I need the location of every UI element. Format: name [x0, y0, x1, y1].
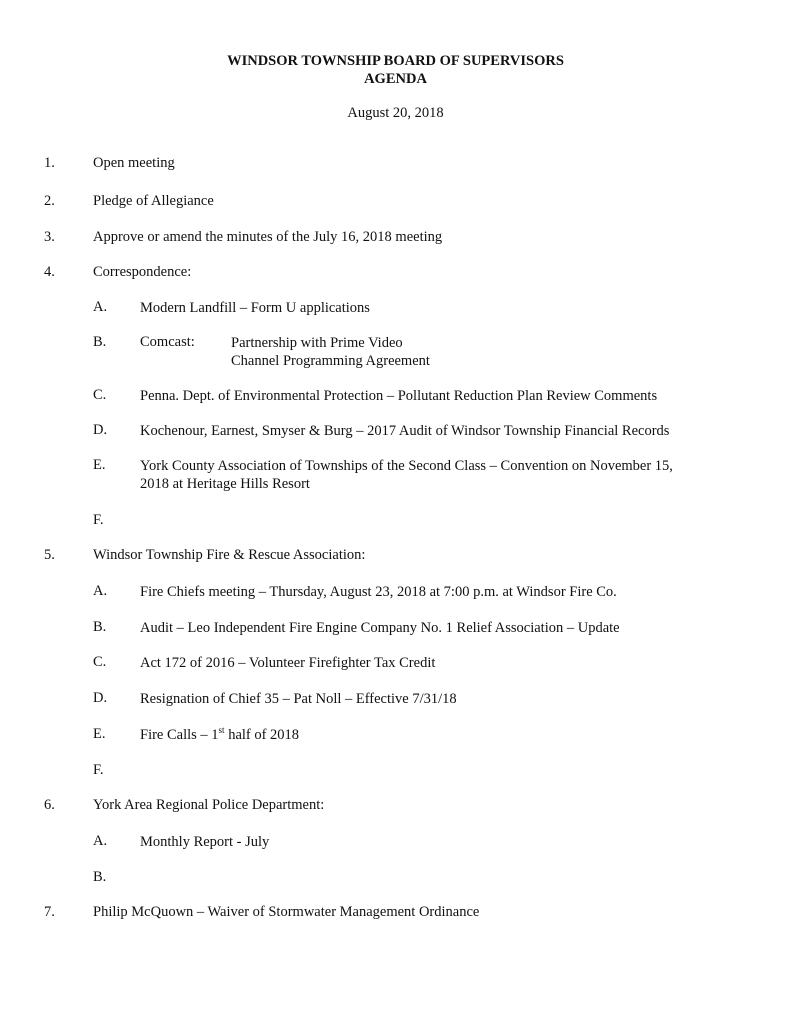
sub-item-text: Modern Landfill – Form U applications	[140, 300, 370, 316]
sub-item-letter: E.	[93, 726, 106, 742]
item-number: 3.	[44, 229, 55, 245]
agenda-item-pledge: Pledge of Allegiance	[93, 193, 214, 209]
agenda-item-fire-rescue: Windsor Township Fire & Rescue Association:	[93, 547, 366, 563]
document-title	[0, 52, 791, 88]
sub-item-letter: D.	[93, 690, 108, 706]
sub-item-text	[140, 726, 299, 744]
sub-item-text: Monthly Report - July	[140, 834, 270, 850]
sub-item-line: York County Association of Townships of the Second Class – Convention on November 15,	[140, 458, 673, 474]
sub-item-line: Partnership with Prime Video	[231, 335, 403, 351]
sub-item-text: Kochenour, Earnest, Smyser & Burg – 2017 Audit of Windsor Township Financial Records	[140, 423, 670, 439]
agenda-item-police: York Area Regional Police Department:	[93, 797, 325, 813]
text-part: Fire Calls – 1	[140, 727, 219, 743]
sub-item-letter: D.	[93, 422, 108, 438]
sub-item-letter: E.	[93, 457, 106, 473]
sub-item-line: Channel Programming Agreement	[231, 353, 430, 369]
sub-item-letter: A.	[93, 583, 108, 599]
sub-item-line: 2018 at Heritage Hills Resort	[140, 476, 310, 492]
sub-item-letter: F.	[93, 762, 104, 778]
item-number: 2.	[44, 193, 55, 209]
title-line-1: WINDSOR TOWNSHIP BOARD OF SUPERVISORS	[227, 53, 564, 69]
sub-item-text: Resignation of Chief 35 – Pat Noll – Effective 7/31/18	[140, 691, 457, 707]
sub-item-letter: A.	[93, 833, 108, 849]
sub-item-letter: B.	[93, 619, 107, 635]
title-line-2: AGENDA	[364, 71, 427, 87]
sub-item-text-block	[140, 457, 673, 493]
agenda-item-minutes: Approve or amend the minutes of the July 16, 2018 meeting	[93, 229, 443, 245]
sub-item-text: Penna. Dept. of Environmental Protection – Pollutant Reduction Plan Review Comments	[140, 388, 658, 404]
sub-item-letter: C.	[93, 387, 107, 403]
agenda-item-stormwater: Philip McQuown – Waiver of Stormwater Management Ordinance	[93, 904, 480, 920]
sub-item-text: Audit – Leo Independent Fire Engine Company No. 1 Relief Association – Update	[140, 620, 620, 636]
item-number: 5.	[44, 547, 55, 563]
text-part: half of 2018	[224, 727, 300, 743]
sub-item-letter: B.	[93, 869, 107, 885]
sub-item-text-block	[231, 334, 430, 370]
item-number: 4.	[44, 264, 55, 280]
item-number: 1.	[44, 155, 55, 171]
sub-item-letter: F.	[93, 512, 104, 528]
superscript: st	[218, 725, 225, 735]
agenda-item-correspondence: Correspondence:	[93, 264, 192, 280]
sub-item-letter: A.	[93, 299, 108, 315]
sub-item-text: Act 172 of 2016 – Volunteer Firefighter Tax Credit	[140, 655, 436, 671]
agenda-item-open-meeting: Open meeting	[93, 155, 175, 171]
sub-item-text: Fire Chiefs meeting – Thursday, August 23, 2018 at 7:00 p.m. at Windsor Fire Co.	[140, 584, 617, 600]
meeting-date: August 20, 2018	[347, 105, 444, 121]
sub-item-label: Comcast:	[140, 334, 195, 350]
sub-item-letter: B.	[93, 334, 107, 350]
item-number: 6.	[44, 797, 55, 813]
sub-item-letter: C.	[93, 654, 107, 670]
item-number: 7.	[44, 904, 55, 920]
